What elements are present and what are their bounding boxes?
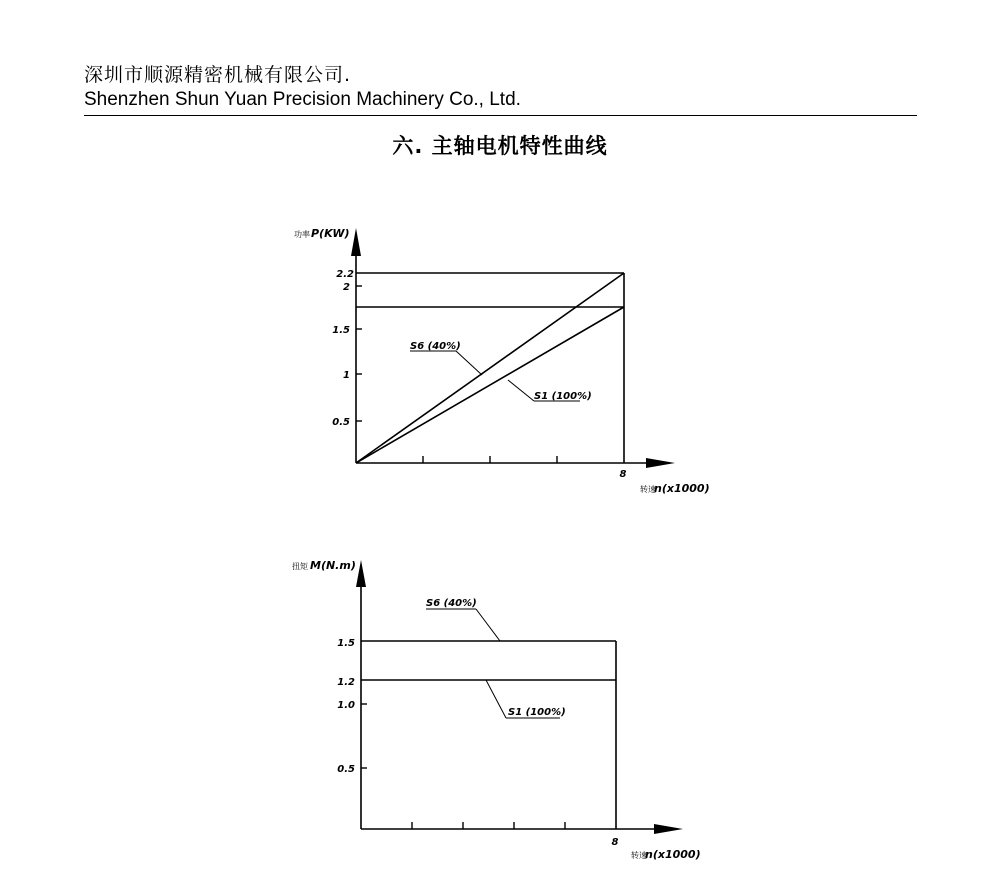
torque-y-label-1.5: 1.5 [337,638,355,649]
power-y-label-1: 1 [343,370,350,381]
power-y-label-2.2: 2.2 [336,269,354,280]
power-x-title: n(x1000) [654,482,710,495]
power-y-label-2: 2 [343,282,350,293]
power-y-label-1.5: 1.5 [332,325,350,336]
torque-y-title-cn: 扭矩 [292,562,308,571]
torque-y-arrow [356,560,366,587]
torque-y-label-1.0: 1.0 [337,700,355,711]
power-y-title-cn: 功率 [294,230,310,239]
torque-x-title-cn: 转速 [631,851,647,860]
power-y-arrow [351,228,361,256]
torque-s1-leader [486,680,506,718]
power-s6-annotation: S6 (40%) [410,341,461,352]
company-name-en: Shenzhen Shun Yuan Precision Machinery Co., Ltd. [84,89,521,110]
power-s1-annotation: S1 (100%) [534,391,592,402]
power-s1-leader [508,380,534,401]
power-x-label-8: 8 [619,469,627,480]
company-name-cn: 深圳市顺源精密机械有限公司. [84,64,352,86]
power-s1-series-line [356,307,624,463]
power-s6-leader [456,351,482,375]
power-chart [294,227,710,495]
power-s6-series-line [356,273,624,463]
torque-s6-leader [476,609,500,641]
power-x-title-cn: 转速 [640,485,656,494]
power-y-title: P(KW) [311,227,350,240]
torque-x-label-8: 8 [611,837,619,848]
torque-y-label-1.2: 1.2 [337,677,355,688]
torque-x-title: n(x1000) [645,848,701,861]
power-x-arrow [646,458,675,468]
section-title: 六. 主轴电机特性曲线 [392,134,608,158]
torque-s1-annotation: S1 (100%) [508,707,566,718]
torque-chart [292,559,701,861]
torque-y-label-0.5: 0.5 [337,764,355,775]
torque-s6-annotation: S6 (40%) [426,598,477,609]
torque-x-arrow [654,824,683,834]
power-y-label-0.5: 0.5 [332,417,350,428]
torque-y-title: M(N.m) [310,559,356,572]
